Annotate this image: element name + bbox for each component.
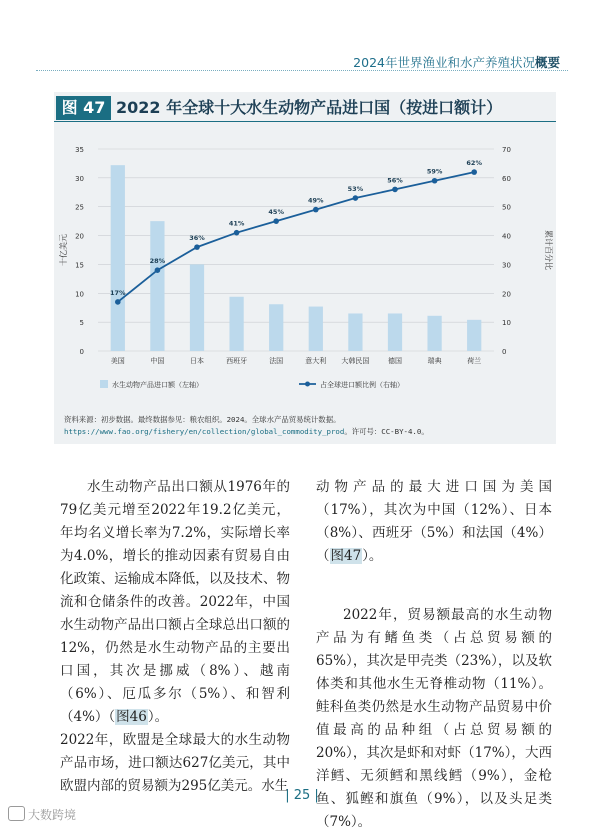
bar: [190, 264, 204, 351]
y-tick-right: 10: [502, 319, 511, 328]
figure-46-link[interactable]: 图46: [116, 709, 147, 725]
y-tick-right: 40: [502, 232, 511, 241]
y-tick-right: 20: [502, 290, 511, 299]
cumulative-share-line: [118, 172, 474, 302]
data-label: 45%: [268, 208, 284, 217]
bar: [150, 221, 164, 351]
page-number: | 25 |: [285, 788, 319, 803]
y-tick-left: 15: [75, 261, 84, 270]
line-point: [392, 187, 398, 193]
y-tick-left: 30: [75, 174, 84, 183]
line-point: [432, 178, 438, 184]
data-label: 41%: [228, 219, 245, 228]
header-divider: [36, 70, 568, 71]
y-tick-left: 5: [79, 319, 84, 328]
legend-label-bar: 水生动物产品进口额（左轴）: [112, 381, 203, 389]
figure-47-link[interactable]: 图47: [330, 548, 362, 564]
page-header-title: 2024年世界渔业和水产养殖状况概要: [353, 55, 560, 70]
line-point: [471, 169, 477, 175]
data-label: 62%: [466, 159, 482, 168]
legend-marker-line: [305, 382, 310, 387]
y-tick-right: 60: [502, 174, 511, 183]
y-tick-left: 25: [75, 203, 84, 212]
figure-47: [54, 92, 556, 444]
x-tick-label: 瑞典: [427, 357, 442, 365]
data-label: 56%: [387, 176, 403, 185]
data-label: 49%: [308, 196, 324, 205]
watermark-logo-icon: [8, 806, 25, 821]
bar: [427, 316, 441, 351]
data-label: 17%: [110, 288, 126, 297]
body-paragraph: 2022年，欧盟是全球最大的水生动物产品市场，进口额达627亿美元，其中欧盟内部的贸易额为295亿美元。水生: [60, 732, 290, 794]
x-tick-label: 西班牙: [226, 357, 248, 365]
data-label: 53%: [347, 185, 364, 194]
y-tick-right: 0: [502, 348, 507, 356]
source-license: 。许可号：CC-BY-4.0。: [344, 427, 429, 436]
data-label: 36%: [189, 234, 205, 243]
line-point: [273, 218, 279, 224]
bar: [229, 297, 243, 351]
y-tick-left: 35: [75, 146, 84, 154]
bar: [348, 313, 362, 351]
figure-title: 2022 年全球十大水生动物产品进口国（按进口额计）: [116, 98, 503, 117]
watermark: 大数跨境: [8, 806, 76, 823]
legend-label-line: 占全球进口额比例（右轴）: [320, 381, 404, 389]
x-tick-label: 意大利: [305, 357, 327, 365]
line-point: [155, 267, 161, 273]
line-point: [313, 207, 319, 213]
figure-badge: 图 47: [56, 96, 111, 120]
x-tick-label: 法国: [269, 357, 284, 365]
line-point: [194, 244, 200, 250]
figure-title-divider: [54, 121, 556, 122]
x-tick-label: 荷兰: [467, 357, 482, 365]
y-tick-left: 0: [79, 348, 84, 356]
x-tick-label: 中国: [150, 357, 165, 365]
y-tick-right: 30: [502, 261, 511, 270]
x-tick-label: 美国: [110, 357, 125, 365]
y-axis-label-right: 累计百分比: [544, 230, 553, 270]
line-point: [115, 299, 121, 305]
source-link[interactable]: https://www.fao.org/fishery/en/collection/global_commodity_prod: [64, 427, 345, 436]
figure-title-row: [54, 92, 556, 122]
y-tick-left: 10: [75, 290, 84, 299]
bar: [269, 304, 283, 351]
figure-source-note: [64, 414, 550, 438]
source-text: 资料来源：初步数据。最终数据参见：粮农组织。2024。全球水产品贸易统计数据。: [64, 415, 341, 424]
bar: [309, 307, 323, 351]
body-paragraph: 2022年，贸易额最高的水生动物产品为有鳍鱼类（占总贸易额的65%），其次是甲壳类（23%），以及软体类和其他水生无脊椎动物（11%）。鲑科鱼类仍然是水生动物产品贸易中价值最高的品种组（占总贸易额的20%），其次是虾和对虾（17%），大西洋鳕、无须鳕和黑线鳕（9%），金枪鱼、狐鲣和旗鱼（9%），以及头足类（7%）。: [316, 607, 552, 830]
x-tick-label: 德国: [388, 357, 402, 365]
bar: [388, 313, 402, 351]
y-axis-label-left: 十亿美元: [59, 234, 68, 266]
y-tick-left: 20: [75, 232, 84, 241]
legend-swatch-bar: [100, 380, 108, 388]
bar: [467, 320, 481, 351]
body-paragraph: 水生动物产品出口额从1976年的79亿美元增至2022年19.2亿美元，年均名义增长率为7.2%，实际增长率为4.0%，增长的推动因素有贸易自由化政策、运输成本降低，以及技术、物流和仓储条件的改善。2022年，中国水生动物产品出口额占全球总出口额的12%，仍然是水生动物产品的主要出口国，其次是挪威（8%）、越南（6%）、厄瓜多尔（5%）、和智利（4%）（图46）。: [60, 479, 290, 725]
body-column-left: [60, 476, 290, 798]
line-point: [353, 195, 359, 201]
body-column-right: [316, 476, 552, 834]
x-tick-label: 日本: [190, 357, 204, 365]
data-label: 28%: [149, 257, 166, 266]
x-tick-label: 大韩民国: [341, 357, 370, 365]
y-tick-right: 50: [502, 203, 511, 212]
import-chart: [54, 132, 556, 414]
data-label: 59%: [426, 167, 443, 176]
bar: [111, 165, 125, 351]
line-point: [234, 230, 240, 236]
y-tick-right: 70: [502, 146, 511, 154]
body-paragraph: 动物产品的最大进口国为美国（17%），其次为中国（12%）、日本（8%）、西班牙（5%）和法国（4%）（图47）。: [316, 479, 552, 564]
